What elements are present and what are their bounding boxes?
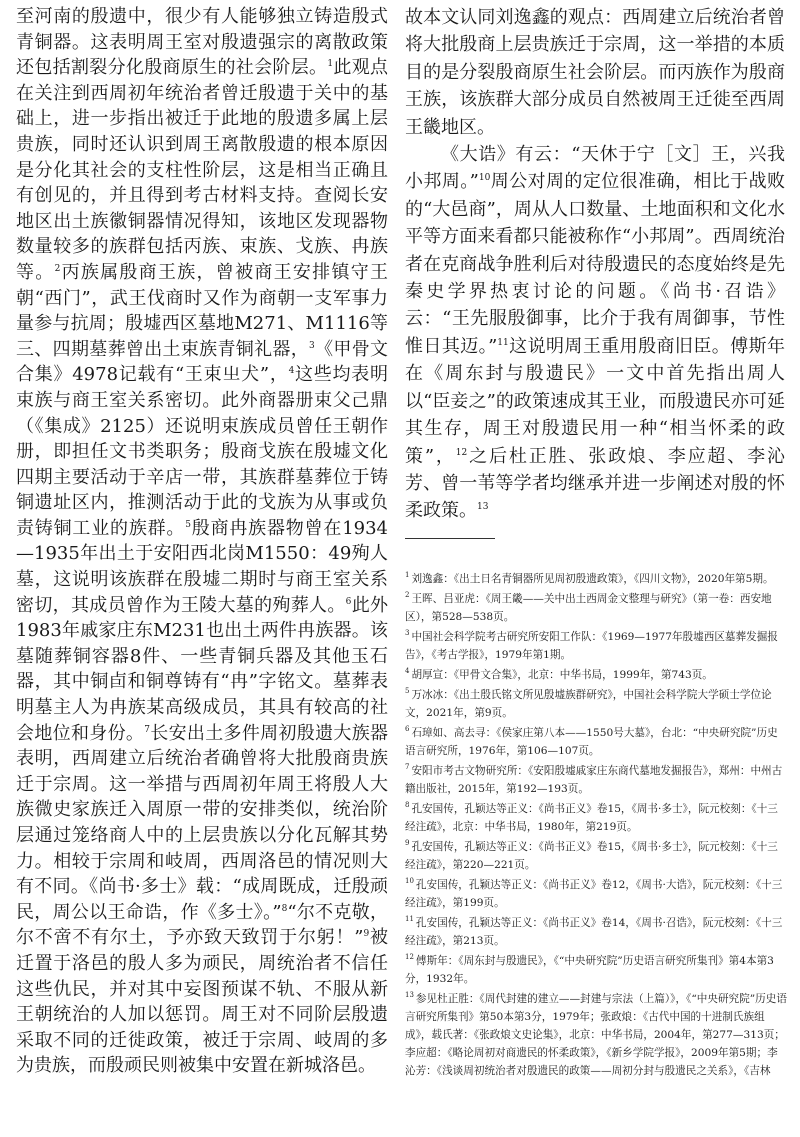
footnote (405, 570, 787, 588)
footnote-ref: 4 (288, 366, 295, 377)
footnote-ref: 1 (327, 59, 334, 70)
footnote (405, 686, 787, 722)
body-text: 周公对周的定位很准确，相比于战败的“大邑商”，周从人口数量、土地面积和文化水平等方面来看都只能被称作“小邦周”。西周统治者在克商战争胜利后对待殷遗民的态度始终是先秦史学界热衷讨论的问题。《尚书·召诰》云：“王先服殷御事，比介于我有周御事，节性惟日其迈。” (405, 171, 786, 357)
footnote (405, 724, 787, 760)
footnote-text: 孔安国传，孔颖达等正义：《尚书正义》卷15，《周书·多士》，阮元校刻：《十三经注疏》，第220—221页。 (405, 841, 778, 871)
footnote-number: 8 (405, 801, 410, 810)
footnote-number: 7 (405, 763, 410, 772)
footnote-text: 胡厚宣：《甲骨文合集》，北京：中华书局，1999年，第743页。 (411, 669, 713, 681)
footnote-ref: 8 (281, 903, 288, 914)
footnote-number: 11 (405, 915, 414, 924)
footnote-text: 刘逸鑫：《出土日名青铜器所见周初殷遗政策》，《四川文物》，2020年第5期。 (411, 573, 774, 585)
footnote (405, 666, 787, 684)
footnote-text: 孔安国传，孔颖达等正义：《尚书正义》卷15，《周书·多士》，阮元校刻：《十三经注疏》，北京：中华书局，1980年，第219页。 (405, 803, 778, 833)
footnote (405, 990, 787, 1080)
footnote-number: 4 (405, 667, 410, 676)
body-text: “尔不克敬，尔不啻不有尔土，予亦致天致罚于尔躬！” (16, 901, 389, 949)
left-text-column (16, 4, 388, 1079)
body-paragraph-3 (405, 141, 785, 525)
footnote-number: 1 (405, 571, 410, 580)
footnote-text: 王晖、吕亚虎：《周王畿——关中出土西周金文整理与研究》（第一卷：西安地区），第528—538页。 (405, 593, 772, 623)
footnote-ref: 3 (309, 340, 315, 351)
footnote-text: 中国社会科学院考古研究所安阳工作队：《1969—1977年殷墟西区墓葬发掘报告》，《考古学报》，1979年第1期。 (405, 631, 778, 661)
body-text: 殷商冉族器物曾在1934—1935年出土于安阳西北岗M1550：49殉人墓，这说明该族群在殷墟二期时与商王室关系密切，其成员曾作为王陵大墓的殉葬人。 (16, 517, 389, 616)
footnote (405, 590, 787, 626)
footnote-number: 9 (405, 839, 410, 848)
footnote (405, 914, 787, 950)
footnote-text: 孔安国传，孔颖达等正义：《尚书正义》卷12，《周书·大诰》，阮元校刻：《十三经注疏》，第199页。 (405, 879, 783, 909)
body-text: 之后杜正胜、张政烺、李应超、李沁芳、曾一苇等学者均继承并进一步阐述对殷的怀柔政策。 (405, 445, 786, 522)
footnote-number: 13 (405, 991, 414, 1000)
footnote (405, 876, 787, 912)
footnote-ref: 10 (478, 173, 491, 184)
footnote-number: 3 (405, 629, 410, 638)
right-text-column (405, 4, 785, 525)
footnote-separator (405, 538, 495, 539)
footnote-text: 万冰冰：《出土殷氏铭文所见殷墟族群研究》，中国社会科学院大学硕士学位论文，2021年，第9页。 (405, 689, 772, 719)
body-text: 长安出土多件周初殷遗大族器表明，西周建立后统治者确曾将大批殷商贵族迁于宗周。这一举措与西周初年周王将殷人大族微史家族迁入周原一带的安排类似，统治阶层通过笼络商人中的上层贵族以分化瓦解其势力。相较于宗周和岐周，西周洛邑的情况则大有不同。《尚书·多士》载：“成周既成，迁殷顽民，周公以王命诰，作《多士》。” (16, 722, 389, 923)
footnote (405, 838, 787, 874)
footnote (405, 762, 787, 798)
footnote-number: 2 (405, 591, 410, 600)
body-text: 此观点在关注到西周初年统治者曾迁殷遗于关中的基础上，进一步指出被迁于此地的殷遗多属上层贵族，同时还认识到周王离散殷遗的根本原因是分化其社会的支柱性阶层，这是相当正确且有创见的，并且得到考古材料支持。查阅长安地区出土族徽铜器情况得知，该地区发现器物数量较多的族群包括丙族、束族、戈族、冉族等。 (16, 57, 389, 283)
body-text: 《大诰》有云：“天休于宁［文］王，兴我小邦周。” (405, 144, 785, 193)
footnote-ref: 13 (477, 502, 489, 513)
footnote-text: 傅斯年：《周东封与殷遗民》，《“中央研究院”历史语言研究所集刊》第4本第3分，1932年。 (405, 955, 774, 985)
body-text: 至河南的殷遗中，很少有人能够独立铸造殷式青铜器。这表明周王室对殷遗强宗的离散政策还包括割裂分化殷商原生的社会阶层。 (16, 6, 388, 79)
body-paragraph-1 (16, 4, 388, 1079)
footnote-ref: 11 (497, 337, 509, 348)
footnote-number: 10 (405, 877, 414, 886)
footnote-ref: 6 (345, 596, 352, 607)
footnote-ref: 7 (144, 724, 150, 735)
footnote-ref: 12 (455, 447, 468, 458)
footnote (405, 628, 787, 664)
footnote (405, 800, 787, 836)
body-paragraph-2: 故本文认同刘逸鑫的观点：西周建立后统治者曾将大批殷商上层贵族迁于宗周，这一举措的本质目的是分裂殷商原生社会阶层。而丙族作为殷商王族，该族群大部分成员自然被周王迁徙至西周王畿地区。 (405, 7, 785, 138)
footnote-ref: 2 (54, 263, 61, 274)
body-text: 这说明周王重用殷商旧臣。傅斯年在《周东封与殷遗民》一文中首先指出周人以“臣妾之”的政策速成其王业，而殷遗民亦可延其生存，周王对殷遗民用一种“相当怀柔的政策”， (405, 335, 786, 467)
footnote-number: 5 (405, 687, 410, 696)
body-text: 被迁置于洛邑的殷人多为顽民，周统治者不信任这些仇民，并对其中妄图预谋不轨、不服从新王朝统治的人加以惩罚。周王对不同阶层殷遗采取不同的迁徙政策，被迁于宗周、岐周的多为贵族，而殷顽民则被集中安置在新城洛邑。 (16, 927, 389, 1077)
footnote-number: 12 (405, 953, 414, 962)
footnote-number: 6 (405, 725, 410, 734)
footnote-text: 安阳市考古文物研究所：《安阳殷墟戚家庄东商代墓地发掘报告》，郑州：中州古籍出版社，2015年，第192—193页。 (405, 765, 783, 795)
footnote (405, 952, 787, 988)
footnote-ref: 5 (185, 519, 191, 530)
footnote-text: 孔安国传，孔颖达等正义：《尚书正义》卷14，《周书·召诰》，阮元校刻：《十三经注疏》，第213页。 (405, 917, 783, 947)
body-text: 《甲骨文合集》4978记载有“王束㞢犬”， (16, 338, 389, 386)
body-text: 此外1983年戚家庄东M231也出土两件冉族器。该墓随葬铜容器8件、一些青铜兵器及其他玉石器，其中铜卣和铜尊铸有“冉”字铭文。墓葬表明墓主人为冉族某高级成员，其具有较高的社会地位和身份。 (16, 594, 389, 744)
footnote-text: 石璋如、高去寻：《侯家庄第八本——1550号大墓》，台北：“中央研究院”历史语言研究所，1976年，第106—107页。 (405, 727, 778, 757)
body-text: 丙族属殷商王族，曾被商王安排镇守王朝“西门”，武王伐商时又作为商朝一支军事力量参与抗周；殷墟西区墓地M271、M1116等三、四期墓葬曾出土束族青铜礼器， (16, 261, 389, 360)
body-text: 这些均表明束族与商王室关系密切。此外商器册束父己鼎（《集成》2125）还说明束族成员曾任王朝作册，即担任文书类职务；殷商戈族在殷墟文化四期主要活动于辛店一带，其族群墓葬位于铸铜遗址区内，推测活动于此的戈族为从事或负责铸铜工业的族群。 (16, 364, 388, 539)
footnote-ref: 9 (363, 929, 370, 940)
footnotes (405, 570, 787, 1082)
footnote-text: 参见杜正胜：《周代封建的建立——封建与宗法（上篇）》，《“中央研究院”历史语言研究所集刊》第50本第3分，1979年；张政烺：《古代中国的十进制氏族组成》，载氏著：《张政烺文史论集》，北京：中华书局，2004年，第277—313页；李应超：《略论周初对商遗民的怀柔政策》，《新乡学院学报》，2009年第5期；李沁芳：《浅谈周初统治者对殷遗民的政策——周初分封与殷遗民之关系》，《吉林 (405, 993, 787, 1077)
